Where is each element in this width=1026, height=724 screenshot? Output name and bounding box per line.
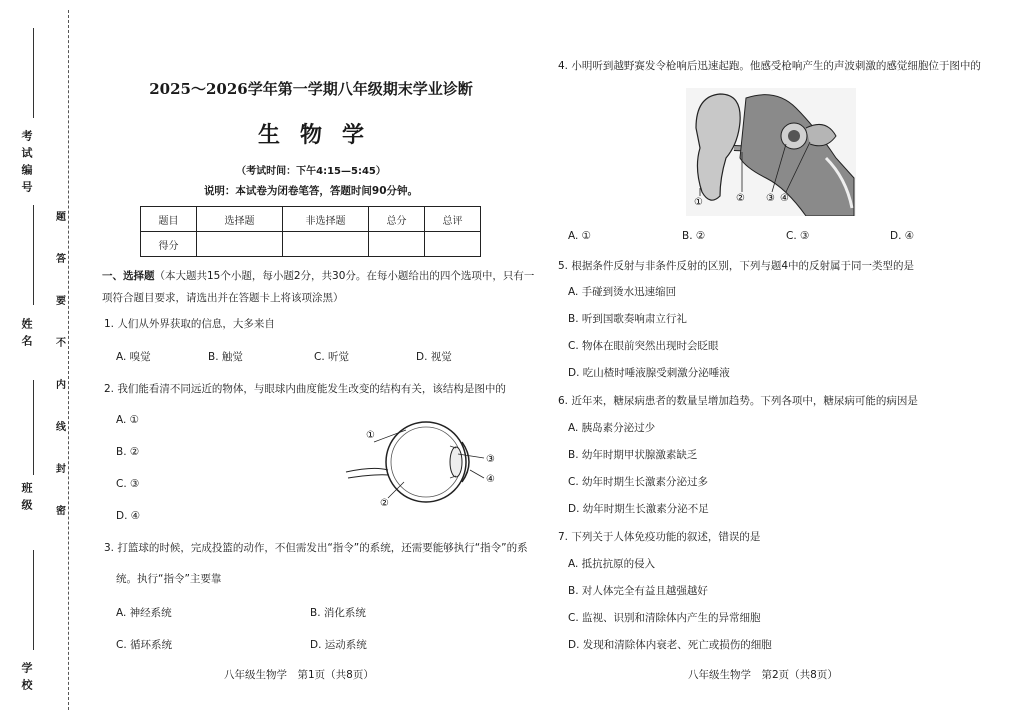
page-footer-left: 八年级生物学 第1页（共8页） [224, 669, 374, 681]
q2-stem: 2. 我们能看清不同远近的物体，与眼球内曲度能发生改变的结构有关，该结构是图中的 [104, 383, 506, 395]
q5-option-b[interactable]: B. 听到国歌奏响肃立行礼 [568, 313, 687, 325]
q4-option-c[interactable]: C. ③ [786, 230, 810, 242]
q7-option-c[interactable]: C. 监视、识别和清除体内产生的异常细胞 [568, 612, 761, 624]
q3-option-a[interactable]: A. 神经系统 [116, 607, 172, 619]
subject-title: 生物学 [257, 122, 384, 148]
score-cell[interactable] [197, 232, 283, 257]
q7-stem: 7. 下列关于人体免疫功能的叙述，错误的是 [558, 531, 761, 543]
score-header-cell: 总评 [425, 207, 481, 232]
eyeball-diagram [344, 412, 519, 512]
q7-option-b[interactable]: B. 对人体完全有益且越强越好 [568, 585, 708, 597]
q2-option-c[interactable]: C. ③ [116, 478, 140, 490]
q6-option-d[interactable]: D. 幼年时期生长激素分泌不足 [568, 503, 709, 515]
class-label: 班级 [20, 482, 33, 516]
score-cell[interactable] [369, 232, 425, 257]
section1-desc: （本大题共15个小题，每小题2分，共30分。在每小题给出的四个选项中，只有一 [154, 270, 535, 282]
q6-option-c[interactable]: C. 幼年时期生长激素分泌过多 [568, 476, 709, 488]
seal-char: 答 [56, 254, 66, 265]
q3-option-c[interactable]: C. 循环系统 [116, 639, 173, 651]
q2-option-a[interactable]: A. ① [116, 414, 140, 426]
exam-note: 说明：本试卷为闭卷笔答，答题时间90分钟。 [203, 185, 419, 197]
q7-option-a[interactable]: A. 抵抗抗原的侵入 [568, 558, 656, 570]
q3-option-d[interactable]: D. 运动系统 [310, 639, 367, 651]
q5-option-d[interactable]: D. 吃山楂时唾液腺受刺激分泌唾液 [568, 367, 730, 379]
q3-stem-line2: 统。执行“指令”主要靠 [116, 573, 222, 585]
q4-option-a[interactable]: A. ① [568, 230, 592, 242]
score-row [141, 232, 481, 257]
class-blank[interactable] [33, 380, 34, 475]
score-header-row [141, 207, 481, 232]
score-cell[interactable] [425, 232, 481, 257]
score-cell[interactable] [283, 232, 369, 257]
seal-char: 线 [56, 422, 66, 433]
binding-margin [0, 0, 80, 724]
score-header-cell: 题目 [141, 207, 197, 232]
q6-stem: 6. 近年来，糖尿病患者的数量呈增加趋势。下列各项中，糖尿病可能的病因是 [558, 395, 918, 407]
eye-label-1: ① [366, 430, 375, 441]
q4-stem: 4. 小明听到越野赛发令枪响后迅速起跑。他感受枪响产生的声波刺激的感觉细胞位于图中的 [558, 60, 981, 72]
q6-option-a[interactable]: A. 胰岛素分泌过少 [568, 422, 656, 434]
seal-char: 内 [56, 380, 66, 391]
eye-label-3: ③ [486, 454, 495, 465]
seal-line [68, 10, 69, 710]
q4-option-b[interactable]: B. ② [682, 230, 706, 242]
section1-line2: 项符合题目要求，请选出并在答题卡上将该项涂黑） [102, 292, 344, 304]
score-header-cell: 总分 [369, 207, 425, 232]
ear-diagram [686, 88, 856, 216]
ear-label-4: ④ [780, 193, 789, 204]
school-label: 学校 [20, 662, 33, 696]
ear-label-1: ① [694, 197, 703, 208]
q2-option-d[interactable]: D. ④ [116, 510, 141, 522]
q1-option-c[interactable]: C. 听觉 [314, 351, 350, 363]
q5-option-a[interactable]: A. 手碰到烫水迅速缩回 [568, 286, 677, 298]
score-table [140, 206, 481, 257]
exam-no-blank[interactable] [33, 28, 34, 118]
seal-char: 题 [56, 212, 66, 223]
seal-char: 密 [56, 506, 66, 517]
q5-option-c[interactable]: C. 物体在眼前突然出现时会眨眼 [568, 340, 719, 352]
section1-line1 [102, 268, 534, 284]
page-footer-right: 八年级生物学 第2页（共8页） [688, 669, 838, 681]
q1-stem: 1. 人们从外界获取的信息，大多来自 [104, 318, 275, 330]
score-header-cell: 非选择题 [283, 207, 369, 232]
school-blank[interactable] [33, 550, 34, 650]
ear-label-2: ② [736, 193, 745, 204]
seal-char: 要 [56, 296, 66, 307]
section1-heading: 一、选择题 [102, 270, 155, 282]
name-label: 姓名 [20, 318, 33, 352]
page-left [96, 0, 535, 724]
page-right [552, 0, 992, 724]
q7-option-d[interactable]: D. 发现和清除体内衰老、死亡或损伤的细胞 [568, 639, 772, 651]
q1-option-d[interactable]: D. 视觉 [416, 351, 452, 363]
seal-char: 封 [56, 464, 66, 475]
score-header-cell: 选择题 [197, 207, 283, 232]
exam-time: （考试时间：下午4:15—5:45） [236, 166, 386, 177]
q1-option-b[interactable]: B. 触觉 [208, 351, 243, 363]
name-blank[interactable] [33, 205, 34, 305]
score-row-label: 得分 [141, 232, 197, 257]
exam-title: 2025～2026学年第一学期八年级期末学业诊断 [149, 80, 473, 98]
q3-stem-line1: 3. 打篮球的时候，完成投篮的动作，不但需发出“指令”的系统，还需要能够执行“指令”的系 [104, 542, 528, 554]
ear-label-3: ③ [766, 193, 775, 204]
q3-option-b[interactable]: B. 消化系统 [310, 607, 366, 619]
eye-label-2: ② [380, 498, 389, 509]
exam-no-label: 考试编号 [20, 130, 33, 198]
q1-option-a[interactable]: A. 嗅觉 [116, 351, 151, 363]
q2-option-b[interactable]: B. ② [116, 446, 140, 458]
q5-stem: 5. 根据条件反射与非条件反射的区别，下列与题4中的反射属于同一类型的是 [558, 260, 915, 272]
q4-option-d[interactable]: D. ④ [890, 230, 915, 242]
seal-char: 不 [56, 338, 66, 349]
q6-option-b[interactable]: B. 幼年时期甲状腺激素缺乏 [568, 449, 698, 461]
eye-label-4: ④ [486, 474, 495, 485]
